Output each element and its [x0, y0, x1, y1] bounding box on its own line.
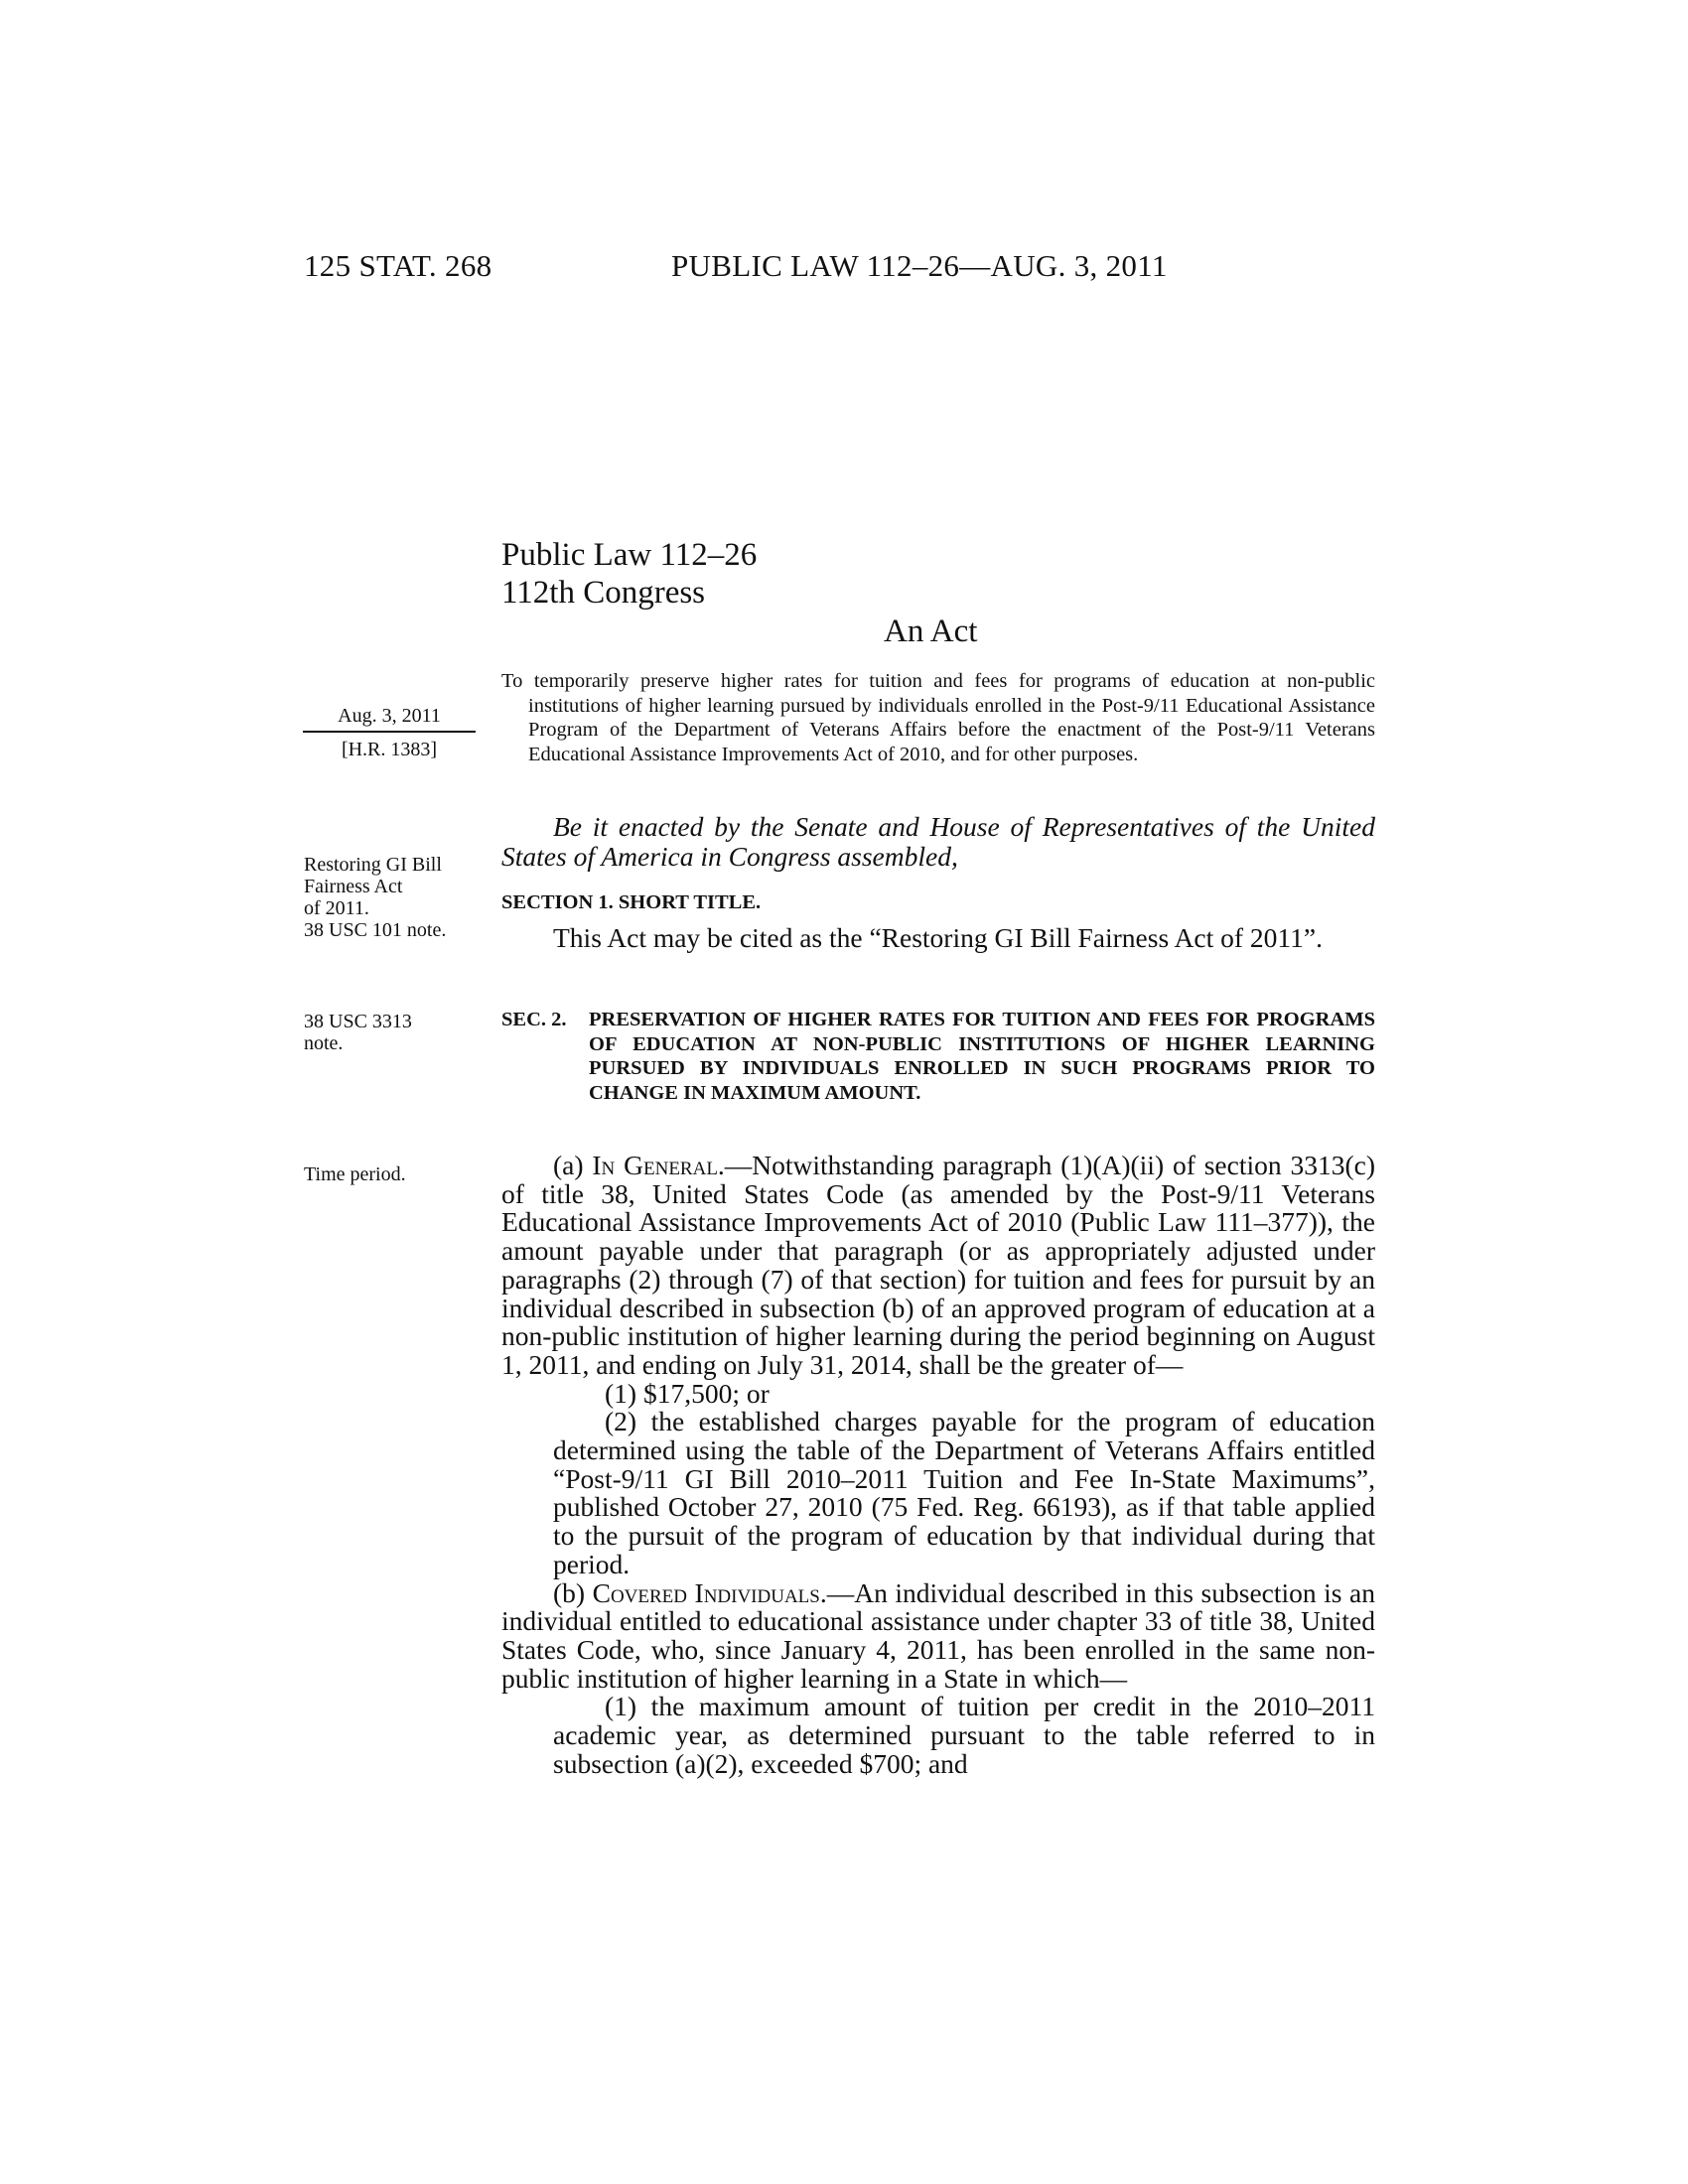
short-title-margin-note [304, 854, 473, 941]
margin-note-line: Restoring GI Bill [304, 854, 442, 876]
margin-note-line: 38 USC 101 note. [304, 919, 447, 941]
usc-margin-note [304, 1011, 473, 1054]
subsection-a [501, 1152, 1375, 1380]
paragraph-a1: (1) $17,500; or [605, 1377, 770, 1409]
running-law-title: PUBLIC LAW 112–26—AUG. 3, 2011 [671, 248, 1168, 283]
margin-note-line: Fairness Act [304, 876, 403, 897]
paragraph-a2: (2) the established charges payable for the program of education determined using the table of the Department of Veterans Affairs entitled “Post-9/11 GI Bill 2010–2011 Tuition and Fee In-State Maximums”, published October 27, 2010 (75 Fed. Reg. 66193), as if that table applied to the pursuit of the program of education by that individual during that period. [553, 1406, 1375, 1579]
section-2-body [501, 1152, 1375, 1778]
time-period-margin-note: Time period. [304, 1163, 406, 1185]
public-law-number: Public Law 112–26 [501, 537, 758, 573]
act-purpose [501, 669, 1375, 766]
act-heading: An Act [884, 614, 978, 649]
subsection-heading: Covered Individuals [592, 1576, 820, 1608]
enacting-clause: Be it enacted by the Senate and House of Representatives of the United States of America in Congress assembled, [501, 811, 1375, 872]
subsection-b [501, 1576, 1376, 1694]
subsection-label: (b) [553, 1576, 593, 1608]
enactment-date-note [303, 705, 476, 760]
statute-page-number: 125 STAT. 268 [304, 248, 492, 283]
congress-number: 112th Congress [501, 575, 706, 611]
margin-note-line: note. [304, 1032, 344, 1054]
section-2-title: PRESERVATION OF HIGHER RATES FOR TUITION AND FEES FOR PROGRAMS OF EDUCATION AT NON-PUBLIC INSTITUTIONS OF HIGHER LEARNING PURSUED BY INDIVIDUALS ENROLLED IN SUCH PROGRAMS PRIOR TO CHANGE IN MAXIMUM AMOUNT. [589, 1009, 1375, 1104]
running-header [304, 248, 1297, 288]
purpose-text: To temporarily preserve higher rates for tuition and fees for programs of education at non-public institutions of higher learning pursued by individuals enrolled in the Post-9/11 Educational Assistance Program of the Department of Veterans Affairs before the enactment of the Post-9/11 Veterans Educational Assistance Improvements Act of 2010, and for other purposes. [501, 670, 1375, 765]
margin-note-line: 38 USC 3313 [304, 1011, 412, 1032]
section-2-label: SEC. 2. [501, 1009, 567, 1030]
law-title-block [501, 536, 757, 612]
section-2-heading [501, 1008, 1375, 1105]
subsection-heading: In General [592, 1150, 718, 1180]
subsection-text: .—An individual described in this subsection is an individual entitled to educational assistance under chapter 33 of title 38, United States Code, who, since January 4, 2011, has been enrolled in the same non-public institution of higher learning in a State in which— [501, 1576, 1376, 1694]
section-1-heading: SECTION 1. SHORT TITLE. [501, 891, 762, 913]
bill-number: [H.R. 1383] [341, 739, 438, 760]
subsection-text: .—Notwithstanding paragraph (1)(A)(ii) of section 3313(c) of title 38, United States Code (as amended by the Post-9/11 Veterans Educational Assistance Improvements Act of 2010 (Public Law 111–377)), the amount payable under that paragraph (or as appropriately adjusted under paragraphs (2) through (7) of that section) for tuition and fees for pursuit by an individual described in subsection (b) of an approved program of education at a non-public institution of higher learning during the period beginning on August 1, 2011, and ending on July 31, 2014, shall be the greater of— [501, 1150, 1376, 1380]
subsection-label: (a) [553, 1150, 593, 1180]
margin-note-line: of 2011. [304, 897, 369, 919]
enactment-date: Aug. 3, 2011 [303, 705, 476, 733]
paragraph-b1: (1) the maximum amount of tuition per credit in the 2010–2011 academic year, as determined pursuant to the table referred to in subsection (a)(2), exceeded $700; and [553, 1691, 1375, 1779]
section-1-body: This Act may be cited as the “Restoring GI Bill Fairness Act of 2011”. [553, 922, 1323, 953]
